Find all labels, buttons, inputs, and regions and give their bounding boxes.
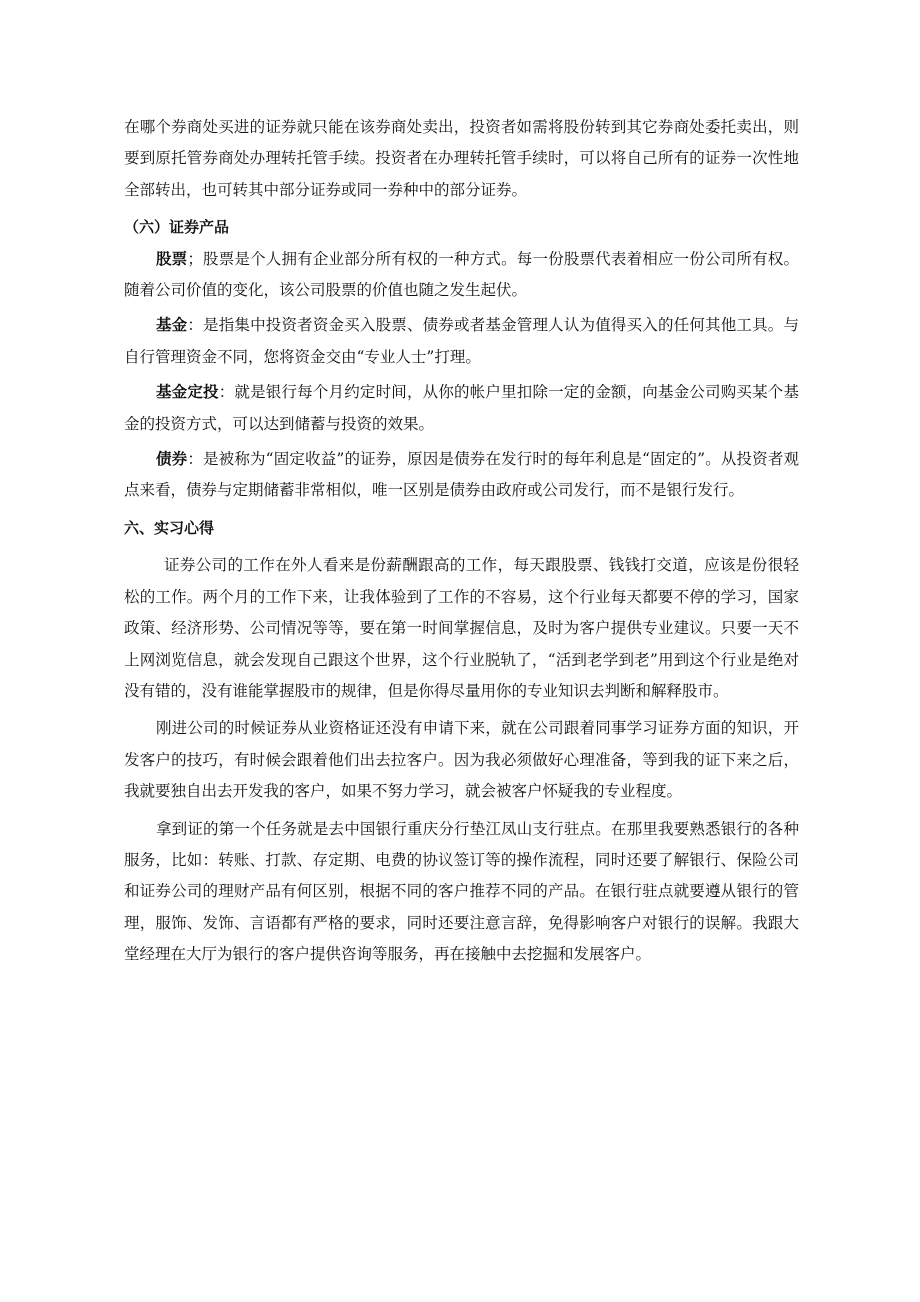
paragraph-experience-3: 拿到证的第一个任务就是去中国银行重庆分行垫江凤山支行驻点。在那里我要熟悉银行的各种服务，比如：转账、打款、存定期、电费的协议签订等的操作流程，同时还要了解银行、保险公司和证券公司的理财产品有何区别，根据不同的客户推荐不同的产品。在银行驻点就要遵从银行的管理，服饰、发饰、言语都有严格的要求，同时还要注意言辞，免得影响客户对银行的误解。我跟大堂经理在大厅为银行的客户提供咨询等服务，再在接触中去挖掘和发展客户。 [124,819,799,964]
section-heading-internship-reflection: 六、实习心得 [124,518,215,537]
paragraph-stock [124,244,799,307]
paragraph-fund-aip [124,377,799,440]
term-stock: 股票 [156,249,188,268]
definition-fund: ：是指集中投资者资金买入股票、债券或者基金管理人认为值得买入的任何其他工具。与自行管理资金不同，您将资金交由“专业人士”打理。 [124,316,799,366]
term-fund-aip: 基金定投 [156,383,219,402]
paragraph-experience-1: 证券公司的工作在外人看来是份薪酬跟高的工作，每天跟股票、钱钱打交道，应该是份很轻松的工作。两个月的工作下来，让我体验到了工作的不容易，这个行业每天都要不停的学习，国家政策、经济形势、公司情况等等，要在第一时间掌握信息，及时为客户提供专业建议。只要一天不上网浏览信息，就会发现自己跟这个世界，这个行业脱轨了，“活到老学到老”用到这个行业是绝对没有错的，没有谁能掌握股市的规律，但是你得尽量用你的专业知识去判断和解释股市。 [124,556,799,700]
definition-bond: ：是被称为“固定收益”的证券，原因是债券在发行时的每年利息是“固定的”。从投资者观点来看，债券与定期储蓄非常相似，唯一区别是债券由政府或公司发行，而不是银行发行。 [124,450,799,500]
definition-fund-aip: ：就是银行每个月约定时间，从你的帐户里扣除一定的金额，向基金公司购买某个基金的投资方式，可以达到储蓄与投资的效果。 [124,383,799,433]
definition-stock: ；股票是个人拥有企业部分所有权的一种方式。每一份股票代表着相应一份公司所有权。随着公司价值的变化，该公司股票的价值也随之发生起伏。 [124,249,799,300]
paragraph-bond [124,444,799,507]
term-fund: 基金 [156,316,188,335]
paragraph-transfer-custody: 在哪个券商处买进的证券就只能在该券商处卖出，投资者如需将股份转到其它券商处委托卖出，则要到原托管券商处办理转托管手续。投资者在办理转托管手续时，可以将自己所有的证券一次性地全部转出，也可转其中部分证券或同一券种中的部分证券。 [124,118,799,199]
document-page [124,112,799,971]
paragraph-fund [124,310,799,373]
paragraph-experience-2: 刚进公司的时候证券从业资格证还没有申请下来，就在公司跟着同事学习证券方面的知识，开发客户的技巧，有时候会跟着他们出去拉客户。因为我必须做好心理准备，等到我的证下来之后，我就要独自出去开发我的客户，如果不努力学习，就会被客户怀疑我的专业程度。 [124,719,799,801]
term-bond: 债券 [156,450,188,469]
section-heading-securities-products: （六）证券产品 [124,218,230,237]
